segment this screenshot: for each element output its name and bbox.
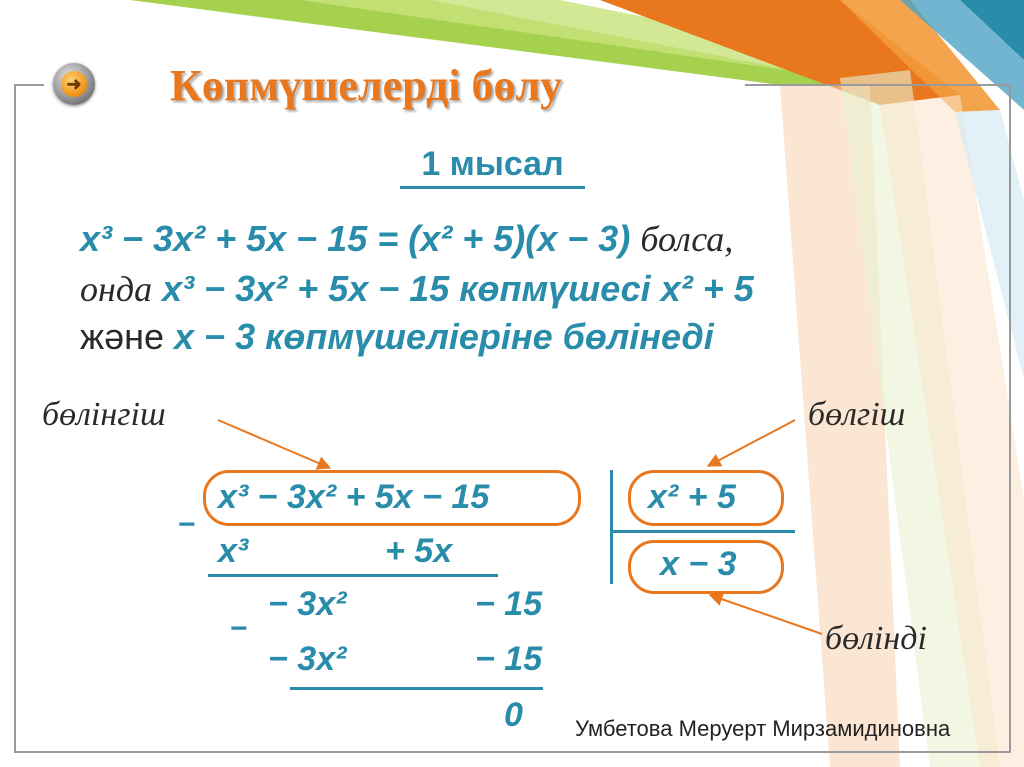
statement-word-1: болса, bbox=[640, 219, 734, 259]
division-horizontal-bar bbox=[612, 530, 795, 533]
author-name: Умбетова Меруерт Мирзамидиновна bbox=[575, 716, 951, 741]
minus-sign-1: − bbox=[178, 508, 196, 541]
arrow-quotient bbox=[710, 595, 822, 634]
statement-word-2: онда bbox=[80, 269, 153, 309]
label-quotient: бөлінді bbox=[825, 620, 927, 657]
slide-subtitle: 1 мысал bbox=[400, 145, 585, 189]
remainder-1-a: − 3x² bbox=[268, 585, 347, 623]
subtraction-line-1 bbox=[208, 574, 498, 577]
statement-expr-1: x³ − 3x² + 5x − 15 = (x² + 5)(x − 3) bbox=[80, 218, 631, 259]
quotient-expr: x − 3 bbox=[660, 545, 737, 583]
slide-title: Көпмүшелерді бөлу bbox=[170, 61, 563, 110]
statement-expr-2: x³ − 3x² + 5x − 15 көпмүшесі x² + 5 bbox=[162, 268, 754, 309]
statement-expr-3: x − 3 көпмүшеліеріне бөлінеді bbox=[174, 316, 714, 357]
final-remainder: 0 bbox=[504, 696, 523, 734]
division-vertical-bar bbox=[610, 470, 613, 584]
arrow-divisor bbox=[708, 420, 795, 466]
subtrahend-1-b: + 5x bbox=[385, 532, 453, 570]
label-divisor: бөлгіш bbox=[808, 396, 906, 433]
arrow-right-icon: ➜ bbox=[61, 71, 87, 97]
statement-word-3: және bbox=[80, 316, 165, 357]
dividend-expr: x³ − 3x² + 5x − 15 bbox=[218, 478, 490, 516]
subtraction-line-2 bbox=[290, 687, 543, 690]
subtrahend-1-a: x³ bbox=[218, 532, 249, 570]
subtrahend-2-b: − 15 bbox=[475, 640, 543, 678]
remainder-1-b: − 15 bbox=[475, 585, 543, 623]
minus-sign-2: − bbox=[230, 612, 248, 645]
divisor-expr: x² + 5 bbox=[648, 478, 736, 516]
label-dividend: бөлінгіш bbox=[42, 396, 166, 433]
arrow-dividend bbox=[218, 420, 330, 468]
subtrahend-2-a: − 3x² bbox=[268, 640, 347, 678]
